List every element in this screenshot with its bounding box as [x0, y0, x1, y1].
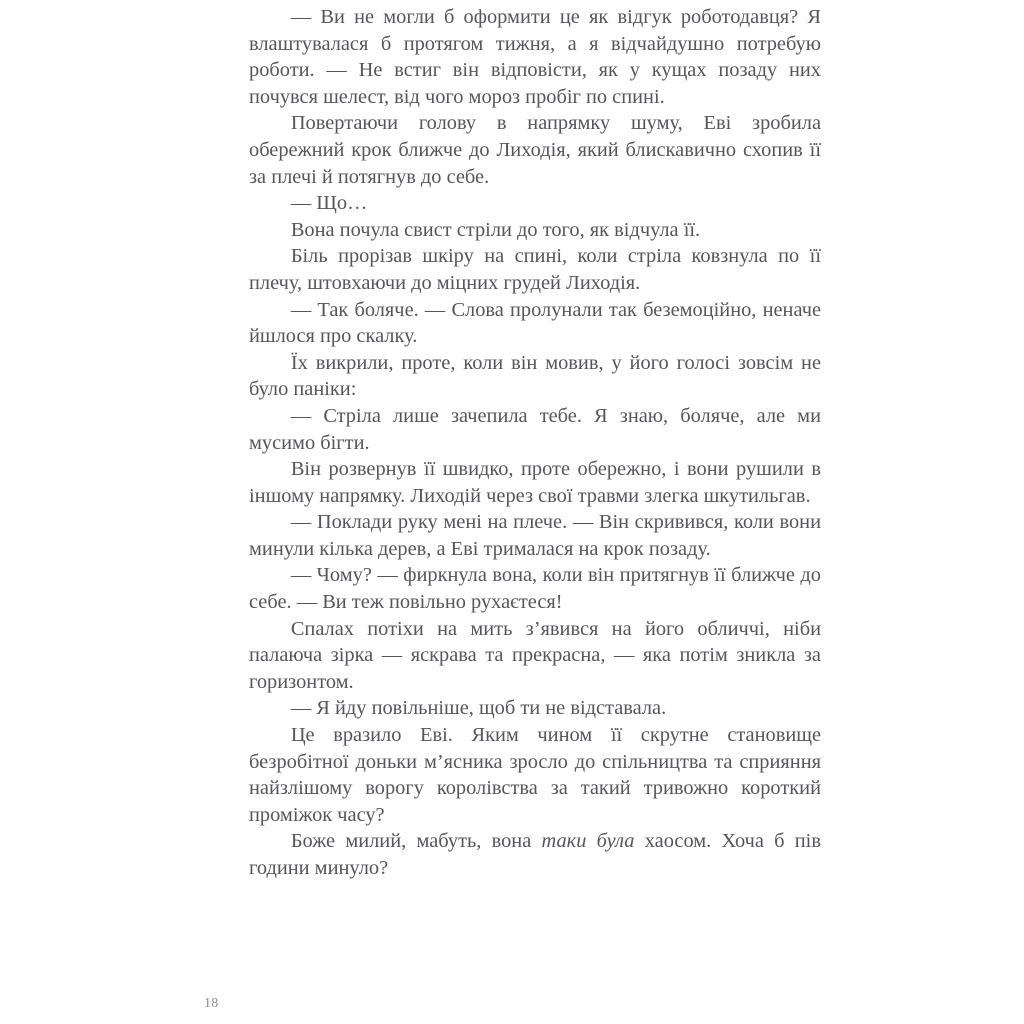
body-text: Він розвернув її швидко, проте обережно, і вони рушили в іншому напрямку. Лиходій через свої травми злегка шкутильгав.: [249, 458, 821, 507]
body-text: — Так боляче. — Слова пролунали так беземоційно, неначе йшлося про скалку.: [249, 298, 821, 348]
paragraph: [249, 695, 821, 722]
body-text: — Чому? — фиркнула вона, коли він притягнув її ближче до себе. — Ви теж повільно рухаєтеся!: [249, 564, 821, 614]
page-number: 18: [204, 996, 219, 1011]
paragraph: [249, 297, 821, 350]
paragraph: [249, 190, 821, 217]
body-text: Спалах потіхи на мить з’явився на його обличчі, ніби палаюча зірка — яскрава та прекрасна, — яка потім зникла за горизонтом.: [249, 617, 821, 693]
body-text: Їх викрили, проте, коли він мовив, у його голосі зовсім не було паніки:: [249, 351, 821, 401]
paragraph: [249, 110, 821, 190]
paragraph: [249, 456, 821, 509]
body-text: — Стріла лише зачепила тебе. Я знаю, боляче, але ми мусимо бігти.: [249, 404, 821, 454]
paragraph: [249, 562, 821, 615]
body-text: — Поклади руку мені на плече. — Він скривився, коли вони минули кілька дерев, а Еві трималася на крок позаду.: [249, 511, 821, 560]
body-text: — Що…: [290, 192, 368, 215]
body-text: Боже милий, мабуть, вона: [290, 830, 542, 853]
paragraph: [249, 350, 821, 403]
paragraph: [249, 243, 821, 296]
paragraph: [249, 4, 821, 110]
body-text: — Ви не могли б оформити це як відгук роботодавця? Я влаштувалася б протягом тижня, а я відчайдушно потребую роботи. — Не встиг він відповісти, як у кущах позаду них почувся шелест, від чого мороз пробіг по спині.: [249, 6, 821, 108]
body-text: — Я йду повільніше, щоб ти не відставала.: [290, 697, 667, 720]
paragraph: [249, 828, 821, 881]
body-text: хаосом. Хоча б пів години минуло?: [249, 830, 821, 879]
paragraph: [249, 722, 821, 828]
body-text: Це вразило Еві. Яким чином її скрутне становище безробітної доньки м’ясника зросло до спільництва та сприяння найзлішому ворогу королівства за такий тривожно короткий проміжок часу?: [249, 724, 821, 826]
emphasis-text: таки була: [541, 830, 635, 853]
body-text: Вона почула свист стріли до того, як відчула її.: [290, 218, 701, 241]
paragraph: [249, 616, 821, 696]
paragraph: [249, 509, 821, 562]
body-text: Біль прорізав шкіру на спині, коли стріла ковзнула по її плечу, штовхаючи до міцних грудей Лиходія.: [249, 245, 821, 294]
page-body-text: [249, 4, 821, 882]
paragraph: [249, 403, 821, 456]
paragraph: [249, 217, 821, 244]
body-text: Повертаючи голову в напрямку шуму, Еві зробила обережний крок ближче до Лиходія, який блискавично схопив її за плечі й потягнув до себе.: [249, 112, 821, 188]
